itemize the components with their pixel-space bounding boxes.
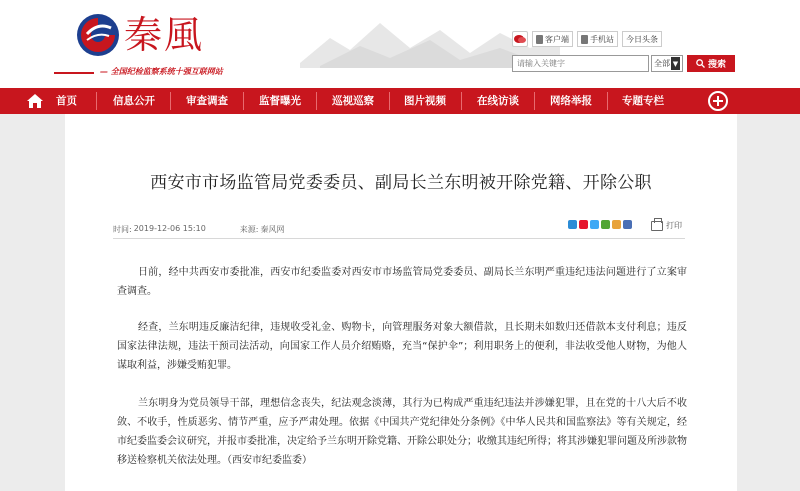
wechat-icon[interactable]	[512, 31, 528, 47]
slogan	[54, 66, 274, 78]
source-label: 来源:	[239, 225, 259, 234]
slogan-text: — 全国纪检监察系统十强互联网站	[100, 67, 223, 76]
more-plus-icon[interactable]	[708, 91, 728, 111]
meta-divider	[113, 238, 685, 239]
search-icon	[696, 59, 705, 68]
nav-item-supervision-exposure[interactable]: 监督曝光	[259, 95, 301, 107]
nav-item-online-interview[interactable]: 在线访谈	[477, 95, 519, 107]
phone-icon	[581, 35, 588, 44]
nav-item-photo-video[interactable]: 图片视频	[404, 95, 446, 107]
nav-item-home[interactable]: 首页	[56, 95, 77, 107]
client-app-link[interactable]: 客户端	[532, 31, 573, 47]
article-panel	[65, 114, 737, 491]
toutiao-link[interactable]: 今日头条	[622, 31, 662, 47]
article-paragraph: 兰东明身为党员领导干部，理想信念丧失，纪法观念淡薄，其行为已构成严重违纪违法并涉嫌犯罪，且在党的十八大后不收敛、不收手，性质恶劣、情节严重，应予严肃处理。依据《中国共产党纪律处分条例》《中华人民共和国监察法》等有关规定，经市纪委监委会议研究，并报市委批准，决定给予兰东明开除党籍、开除公职处分；收缴其违纪所得；将其涉嫌犯罪问题及所涉款物移送检察机关依法处理。（西安市纪委监委）	[117, 398, 687, 466]
time-value: 2019-12-06 15:10	[133, 224, 206, 233]
nav-item-inspection[interactable]: 巡视巡察	[332, 95, 374, 107]
share-weibo-icon[interactable]	[579, 220, 588, 229]
article-paragraph: 经查，兰东明违反廉洁纪律，违规收受礼金、购物卡，向管理服务对象大额借款，且长期未如数归还借款本支付利息；违反国家法律法规，违法干预司法活动，向国家工作人员介绍贿赂，充当“保护伞”；利用职务上的便利，非法收受他人财物，为他人谋取利益，涉嫌受贿犯罪。	[117, 322, 687, 371]
search-button[interactable]: 搜索	[687, 55, 735, 72]
nav-item-review-investigation[interactable]: 审查调查	[186, 95, 228, 107]
article-meta	[113, 224, 285, 235]
logo-emblem-icon[interactable]	[75, 12, 121, 58]
search-input[interactable]	[512, 55, 649, 72]
print-button[interactable]: 打印	[651, 220, 682, 231]
article-paragraph: 日前，经中共西安市委批准，西安市纪委监委对西安市市场监管局党委委员、副局长兰东明严重违纪违法问题进行了立案审查调查。	[117, 267, 687, 297]
share-qzone-icon[interactable]	[590, 220, 599, 229]
search-bar	[512, 55, 735, 72]
time-label: 时间:	[113, 225, 132, 234]
printer-icon	[651, 221, 663, 231]
source-value: 秦风网	[260, 225, 285, 234]
chevron-down-icon: ▼	[671, 57, 680, 70]
home-icon[interactable]	[26, 92, 44, 110]
share-renren-icon[interactable]	[623, 220, 632, 229]
search-scope-select[interactable]: 全部 ▼	[651, 55, 683, 72]
share-bar	[568, 220, 632, 229]
nav-item-online-report[interactable]: 网络举报	[550, 95, 592, 107]
phone-icon	[536, 35, 543, 44]
top-links	[512, 31, 662, 47]
logo-text[interactable]: 秦風	[124, 13, 205, 57]
site-header	[0, 0, 800, 88]
main-nav	[0, 88, 800, 114]
nav-item-info-disclosure[interactable]: 信息公开	[113, 95, 155, 107]
mobile-site-link[interactable]: 手机站	[577, 31, 618, 47]
share-plus-icon[interactable]	[568, 220, 577, 229]
nav-item-special-topics[interactable]: 专题专栏	[622, 95, 664, 107]
article-title: 西安市市场监管局党委委员、副局长兰东明被开除党籍、开除公职	[150, 173, 652, 193]
share-tencent-icon[interactable]	[612, 220, 621, 229]
share-wechat-icon[interactable]	[601, 220, 610, 229]
